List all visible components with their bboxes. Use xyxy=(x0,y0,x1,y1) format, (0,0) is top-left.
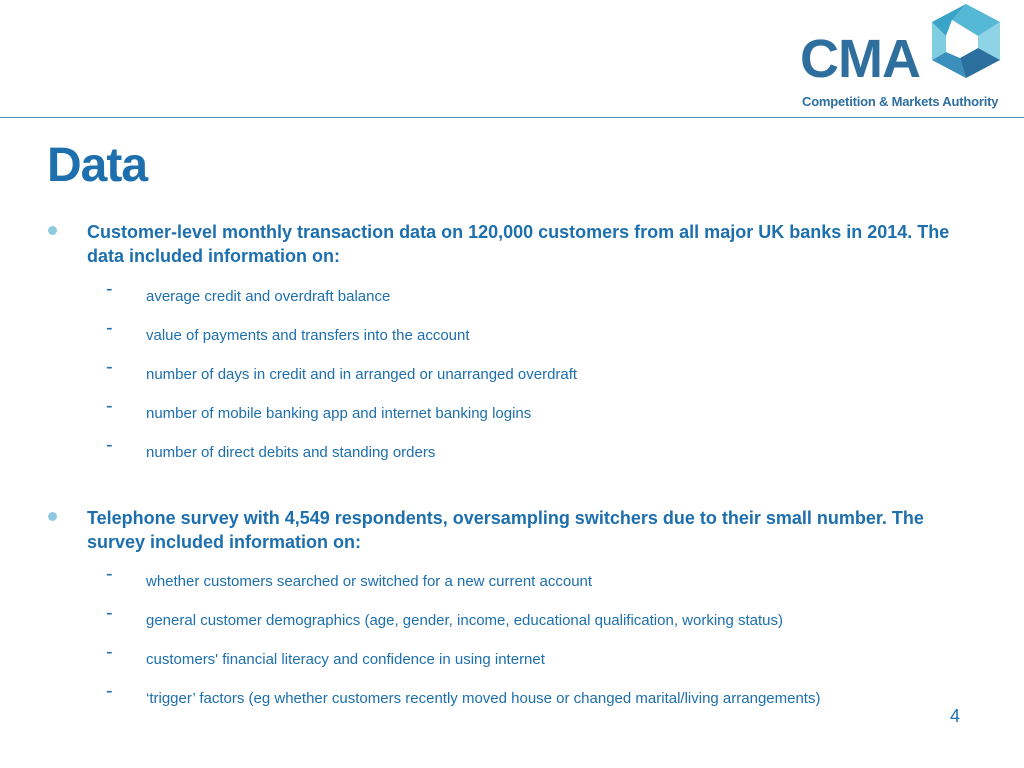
dash-icon: - xyxy=(106,434,113,456)
bullet-dot-icon xyxy=(48,226,57,235)
list-item-text: whether customers searched or switched for a new current account xyxy=(146,573,593,590)
hexagon-logo-icon xyxy=(926,2,1006,82)
bullet-item xyxy=(0,506,1024,554)
slide-title: Data xyxy=(47,139,148,192)
list-item xyxy=(0,278,1024,326)
dash-icon: - xyxy=(106,602,113,624)
list-item xyxy=(0,563,1024,611)
dash-icon: - xyxy=(106,563,113,585)
list-item xyxy=(0,602,1024,650)
list-item-text: ‘trigger’ factors (eg whether customers recently moved house or changed marital/living arrangements) xyxy=(146,690,821,707)
list-item-text: value of payments and transfers into the account xyxy=(146,327,470,344)
dash-icon: - xyxy=(106,641,113,663)
bullet-heading: Telephone survey with 4,549 respondents, oversampling switchers due to their small number. The survey included information on: xyxy=(87,508,924,552)
list-item-text: general customer demographics (age, gender, income, educational qualification, working status) xyxy=(146,612,784,629)
header-divider xyxy=(0,117,1024,118)
list-item xyxy=(0,356,1024,404)
bullet-heading: Customer-level monthly transaction data on 120,000 customers from all major UK banks in 2014. The data included information on: xyxy=(87,222,950,266)
page-number: 4 xyxy=(950,706,961,726)
list-item xyxy=(0,395,1024,443)
list-item xyxy=(0,641,1024,689)
section-transaction-data xyxy=(0,220,1024,482)
bullet-item xyxy=(0,220,1024,268)
list-item xyxy=(0,317,1024,365)
sub-list xyxy=(0,278,1024,482)
list-item-text: number of days in credit and in arranged or unarranged overdraft xyxy=(146,366,578,383)
section-telephone-survey xyxy=(0,506,1024,728)
dash-icon: - xyxy=(106,356,113,378)
sub-list xyxy=(0,563,1024,728)
logo-subtitle: Competition & Markets Authority xyxy=(802,94,999,109)
dash-icon: - xyxy=(106,395,113,417)
list-item xyxy=(0,680,1024,728)
dash-icon: - xyxy=(106,680,113,702)
dash-icon: - xyxy=(106,278,113,300)
list-item xyxy=(0,434,1024,482)
list-item-text: average credit and overdraft balance xyxy=(146,288,391,305)
logo-wordmark: CMA xyxy=(800,29,920,89)
cma-logo xyxy=(800,2,1010,114)
list-item-text: number of mobile banking app and internet banking logins xyxy=(146,405,532,422)
bullet-dot-icon xyxy=(48,512,57,521)
list-item-text: number of direct debits and standing orders xyxy=(146,444,436,461)
dash-icon: - xyxy=(106,317,113,339)
list-item-text: customers' financial literacy and confidence in using internet xyxy=(146,651,545,668)
